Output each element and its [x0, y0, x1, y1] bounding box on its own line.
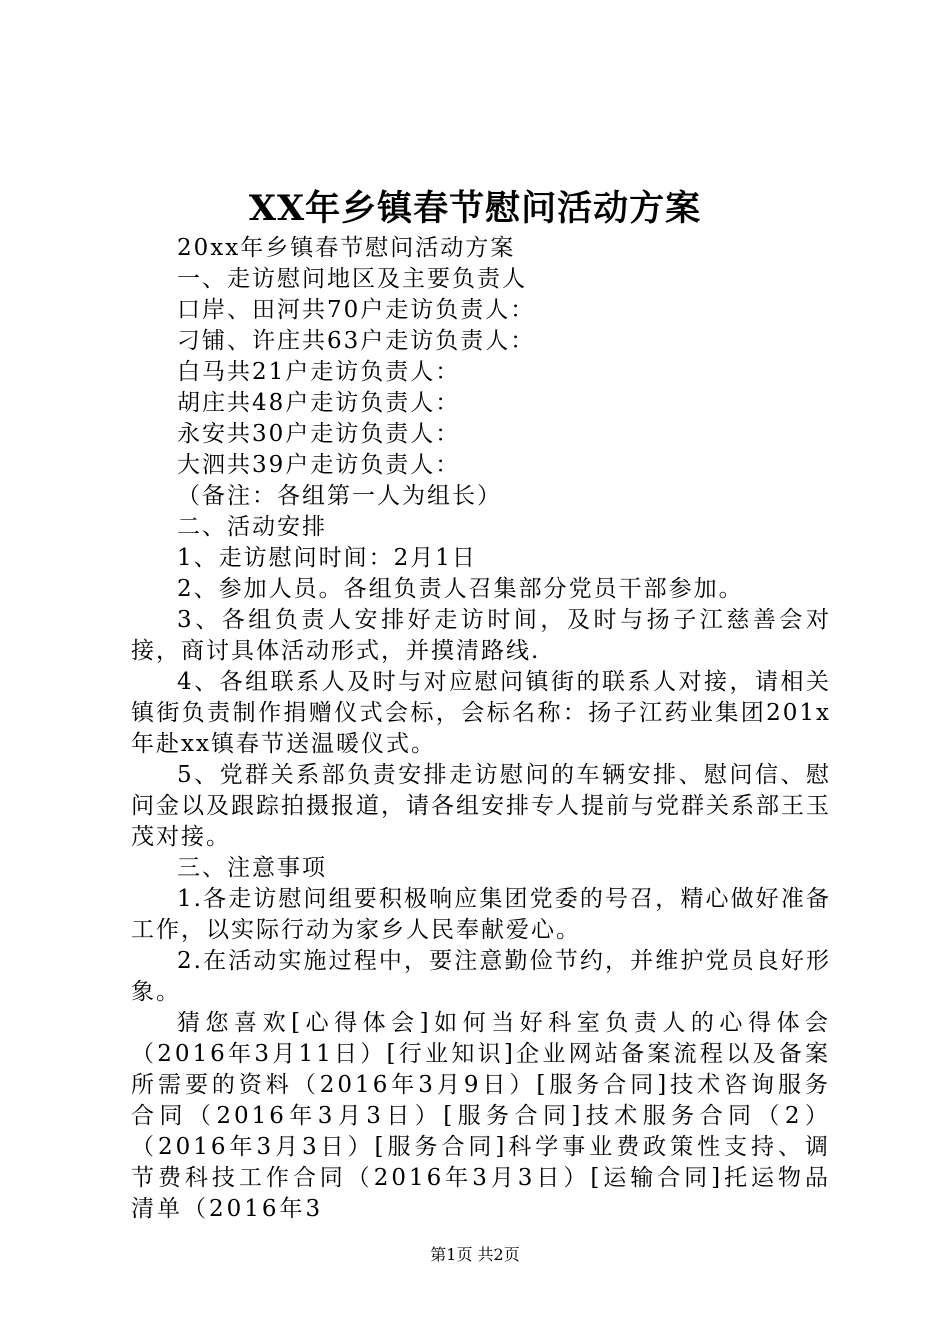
visit-area-item: 永安共30户走访负责人：: [177, 421, 461, 447]
document-title: XX年乡镇春节慰问活动方案: [248, 188, 702, 229]
arrangement-item: 2、参加人员。各组负责人召集部分党员干部参加。: [177, 576, 744, 602]
arrangement-item: 5、党群关系部负责安排走访慰问的车辆安排、慰问信、慰问金以及跟踪拍摄报道，请各组安排专人提前与党群关系部王玉茂对接。: [131, 762, 831, 850]
document-body: [131, 233, 831, 1225]
section-heading-visit-areas: 一、走访慰问地区及主要负责人: [177, 266, 527, 292]
arrangement-item: 4、各组联系人及时与对应慰问镇街的联系人对接，请相关镇街负责制作捐赠仪式会标，会标名称：扬子江药业集团201x年赴xx镇春节送温暖仪式。: [131, 669, 831, 757]
notes-item: 1.各走访慰问组要积极响应集团党委的号召，精心做好准备工作，以实际行动为家乡人民奉献爱心。: [131, 886, 831, 943]
arrangement-item: 3、各组负责人安排好走访时间，及时与扬子江慈善会对接，商讨具体活动形式，并摸清路线.: [131, 607, 831, 664]
arrangement-item: 1、走访慰问时间：2月1日: [177, 545, 477, 571]
visit-area-item: 口岸、田河共70户走访负责人：: [177, 297, 536, 323]
visit-area-item: 大泗共39户走访负责人：: [177, 452, 461, 478]
visit-area-note: （备注：各组第一人为组长）: [177, 483, 502, 509]
visit-area-item: 胡庄共48户走访负责人：: [177, 390, 461, 416]
related-articles: 猜您喜欢[心得体会]如何当好科室负责人的心得体会（2016年3月11日）[行业知识]企业网站备案流程以及备案所需要的资料（2016年3月9日）[服务合同]技术咨询服务合同（2016年3月3日）[服务合同]技术服务合同（2）（2016年3月3日）[服务合同]科学事业费政策性支持、调节费科技工作合同（2016年3月3日）[运输合同]托运物品清单（2016年3: [131, 1010, 831, 1222]
section-heading-notes: 三、注意事项: [177, 855, 327, 881]
visit-area-item: 白马共21户走访负责人：: [177, 359, 461, 385]
document-subtitle: 20xx年乡镇春节慰问活动方案: [177, 235, 516, 261]
visit-area-item: 刁铺、许庄共63户走访负责人：: [177, 328, 536, 354]
notes-item: 2.在活动实施过程中，要注意勤俭节约，并维护党员良好形象。: [131, 948, 831, 1005]
page-indicator: 第1页 共2页: [430, 1245, 520, 1264]
section-heading-arrangements: 二、活动安排: [177, 514, 327, 540]
